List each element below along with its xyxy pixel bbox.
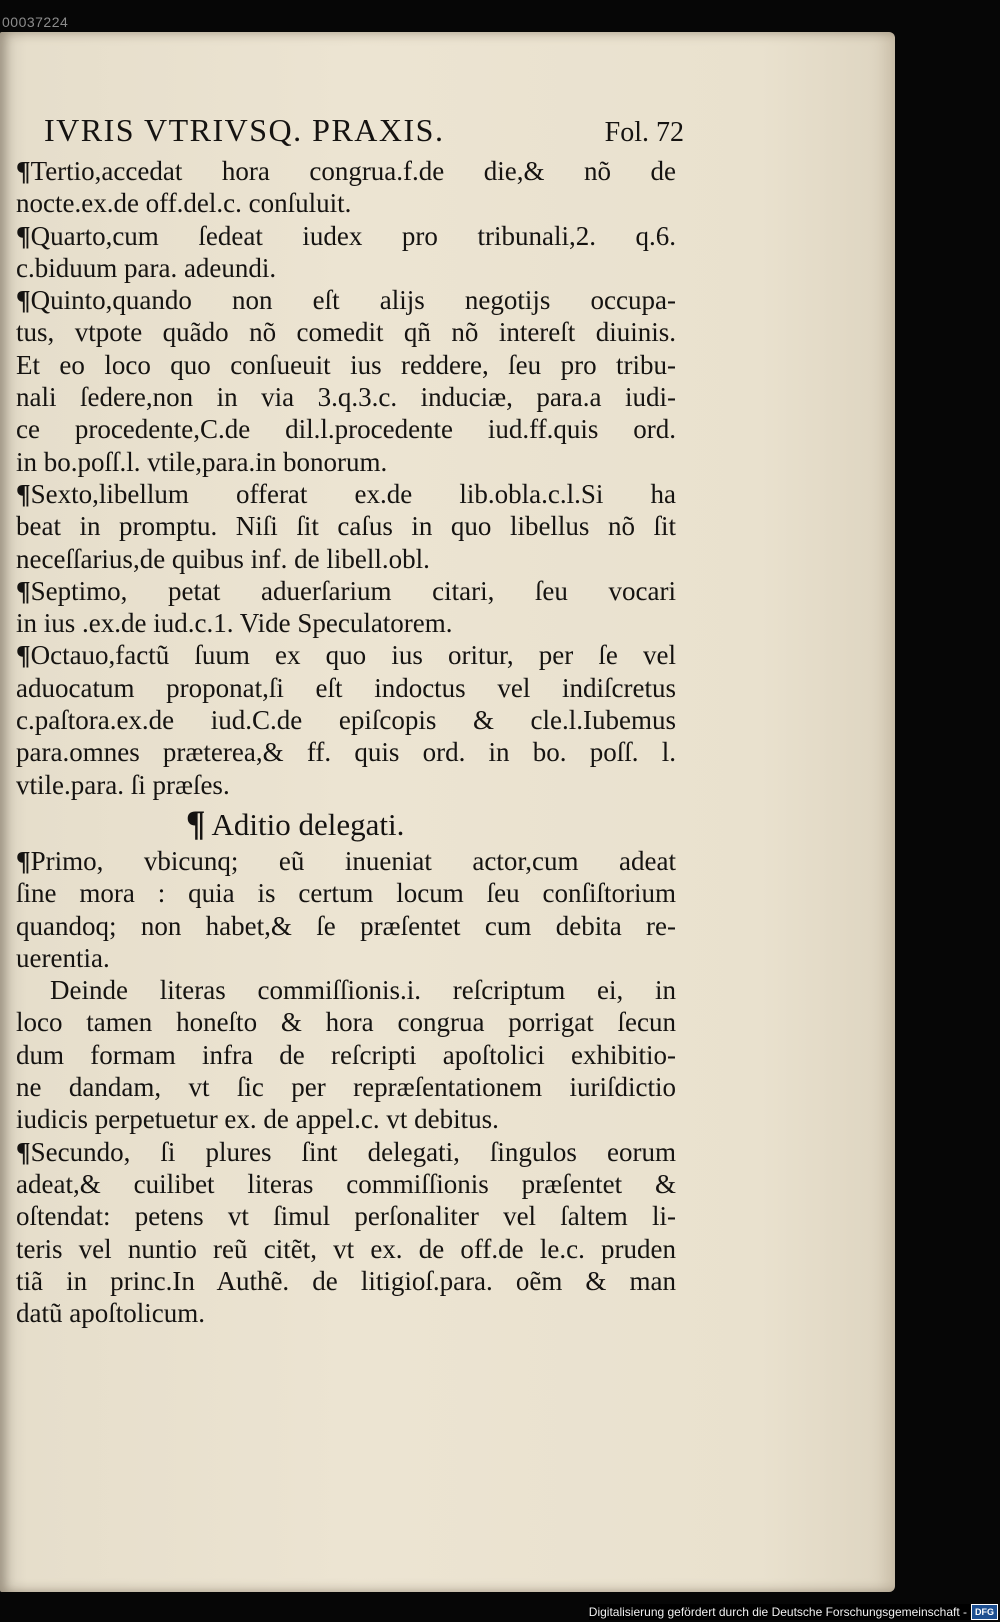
text-line	[16, 1233, 676, 1265]
paragraph	[16, 220, 676, 285]
text-line	[16, 1103, 676, 1135]
page-text-block	[16, 112, 684, 1329]
pilcrow-mark: ¶	[16, 478, 31, 509]
text-line	[16, 510, 676, 542]
line-text: Septimo, petat aduerſarium citari, ſeu vocari	[30, 575, 676, 606]
line-text: teris vel nuntio reũ citẽt, vt ex. de off.de le.c. pruden	[16, 1233, 676, 1264]
paragraph	[16, 478, 676, 575]
line-text: Quarto,cum ſedeat iudex pro tribunali,2. q.6.	[30, 220, 676, 251]
text-line	[16, 446, 676, 478]
paragraph	[16, 155, 676, 220]
line-text: ſine mora : quia is certum locum ſeu conſiſtorium	[16, 878, 676, 909]
text-line	[16, 607, 676, 639]
line-text: adeat,& cuilibet literas commiſſionis præſentet &	[16, 1168, 676, 1199]
line-text: Et eo loco quo conſueuit ius reddere, ſeu pro tribu-	[16, 349, 676, 380]
line-text: Quinto,quando non eſt alijs negotijs occupa-	[30, 285, 676, 316]
text-line	[16, 1136, 676, 1168]
text-line	[16, 1200, 676, 1232]
paragraph	[16, 1136, 676, 1330]
line-text: neceſſarius,de quibus inf. de libell.obl.	[16, 543, 430, 574]
dfg-logo: DFG	[971, 1604, 998, 1620]
paragraph	[16, 575, 676, 640]
pilcrow-mark: ¶	[16, 640, 31, 671]
paragraph	[16, 284, 676, 478]
line-text: Tertio,accedat hora congrua.f.de die,& nõ de	[30, 156, 676, 186]
pilcrow-mark: ¶	[16, 285, 31, 316]
pilcrow-mark: ¶	[16, 156, 31, 186]
section-title-text: Aditio delegati.	[211, 806, 405, 842]
text-line	[16, 974, 676, 1006]
line-text: tiã in princ.In Authẽ. de litigioſ.para. oẽm & man	[16, 1265, 676, 1296]
text-line	[16, 284, 676, 316]
text-line	[16, 1006, 676, 1038]
line-text: Secundo, ſi plures ſint delegati, ſingulos eorum	[30, 1136, 676, 1167]
text-line	[16, 1265, 676, 1297]
paragraph	[16, 639, 676, 800]
pilcrow-mark: ¶	[16, 575, 31, 606]
text-line	[16, 1071, 676, 1103]
text-line	[16, 478, 676, 510]
line-text: ce procedente,C.de dil.l.procedente iud.ff.quis ord.	[16, 414, 676, 445]
line-text: Deinde literas commiſſionis.i. reſcriptum ei, in	[50, 975, 676, 1006]
text-line	[16, 1168, 676, 1200]
line-text: datũ apoſtolicum.	[16, 1298, 205, 1329]
text-line	[16, 910, 676, 942]
text-line	[16, 575, 676, 607]
line-text: c.paſtora.ex.de iud.C.de epiſcopis & cle.l.Iubemus	[16, 705, 676, 736]
line-text: in ius .ex.de iud.c.1. Vide Speculatorem.	[16, 608, 453, 639]
paragraph	[16, 845, 676, 974]
text-line	[16, 252, 676, 284]
text-line	[16, 736, 676, 768]
text-line	[16, 845, 676, 877]
pilcrow-mark: ¶	[16, 1136, 31, 1167]
text-line	[16, 672, 676, 704]
line-text: Octauo,factũ ſuum ex quo ius oritur, per ſe vel	[30, 640, 676, 671]
line-text: vtile.para. ſi præſes.	[16, 769, 230, 800]
digitization-footer	[589, 1604, 998, 1620]
text-line	[16, 349, 676, 381]
line-text: iudicis perpetuetur ex. de appel.c. vt debitus.	[16, 1104, 499, 1135]
text-line	[16, 769, 676, 801]
pilcrow-mark: ¶	[186, 802, 206, 843]
text-line	[16, 155, 676, 187]
line-text: ne dandam, vt ſic per repræſentationem iuriſdictio	[16, 1072, 676, 1103]
text-line	[16, 381, 676, 413]
pilcrow-mark: ¶	[16, 220, 31, 251]
paragraphs-after	[16, 845, 676, 1329]
line-text: Primo, vbicunq; eũ inueniat actor,cum adeat	[30, 845, 676, 876]
text-line	[16, 877, 676, 909]
line-text: quandoq; non habet,& ſe præſentet cum debita re-	[16, 910, 676, 941]
footer-credit: Digitalisierung gefördert durch die Deutsche Forschungsgemeinschaft -	[588, 1605, 967, 1619]
text-line	[16, 942, 676, 974]
line-text: c.biduum para. adeundi.	[16, 252, 277, 283]
line-text: para.omnes præterea,& ff. quis ord. in bo. poſſ. l.	[16, 737, 676, 768]
line-text: in bo.poſſ.l. vtile,para.in bonorum.	[16, 446, 388, 477]
scan-id-label: 00037224	[2, 14, 69, 30]
line-text: oſtendat: petens vt ſimul perſonaliter vel ſaltem li-	[16, 1201, 676, 1232]
line-text: Sexto,libellum offerat ex.de lib.obla.c.l.Si ha	[30, 478, 676, 509]
line-text: tus, vtpote quãdo nõ comedit qñ nõ intereſt diuinis.	[16, 317, 676, 348]
running-header	[16, 112, 684, 149]
line-text: nocte.ex.de off.del.c. conſuluit.	[16, 188, 352, 219]
text-line	[16, 1297, 676, 1329]
text-line	[16, 220, 676, 252]
pilcrow-mark: ¶	[16, 845, 31, 876]
paragraph	[16, 974, 676, 1135]
text-line	[16, 187, 676, 219]
running-title: IVRIS VTRIVSQ. PRAXIS.	[44, 112, 445, 148]
line-text: nali ſedere,non in via 3.q.3.c. induciæ, para.a iudi-	[16, 382, 676, 413]
text-line	[16, 543, 676, 575]
text-line	[16, 639, 676, 671]
line-text: uerentia.	[16, 942, 110, 973]
line-text: beat in promptu. Niſi ſit caſus in quo libellus nõ ſit	[16, 511, 676, 542]
paragraphs-before	[16, 155, 676, 801]
text-line	[16, 316, 676, 348]
text-line	[16, 1039, 676, 1071]
book-page	[0, 32, 895, 1592]
text-line	[16, 413, 676, 445]
text-line	[16, 704, 676, 736]
folio-number: Fol. 72	[604, 117, 684, 148]
line-text: aduocatum proponat,ſi eſt indoctus vel indiſcretus	[16, 672, 676, 703]
line-text: dum formam infra de reſcripti apoſtolici exhibitio-	[16, 1039, 676, 1070]
line-text: loco tamen honeſto & hora congrua porrigat ſecun	[16, 1007, 676, 1038]
section-heading	[16, 803, 676, 843]
